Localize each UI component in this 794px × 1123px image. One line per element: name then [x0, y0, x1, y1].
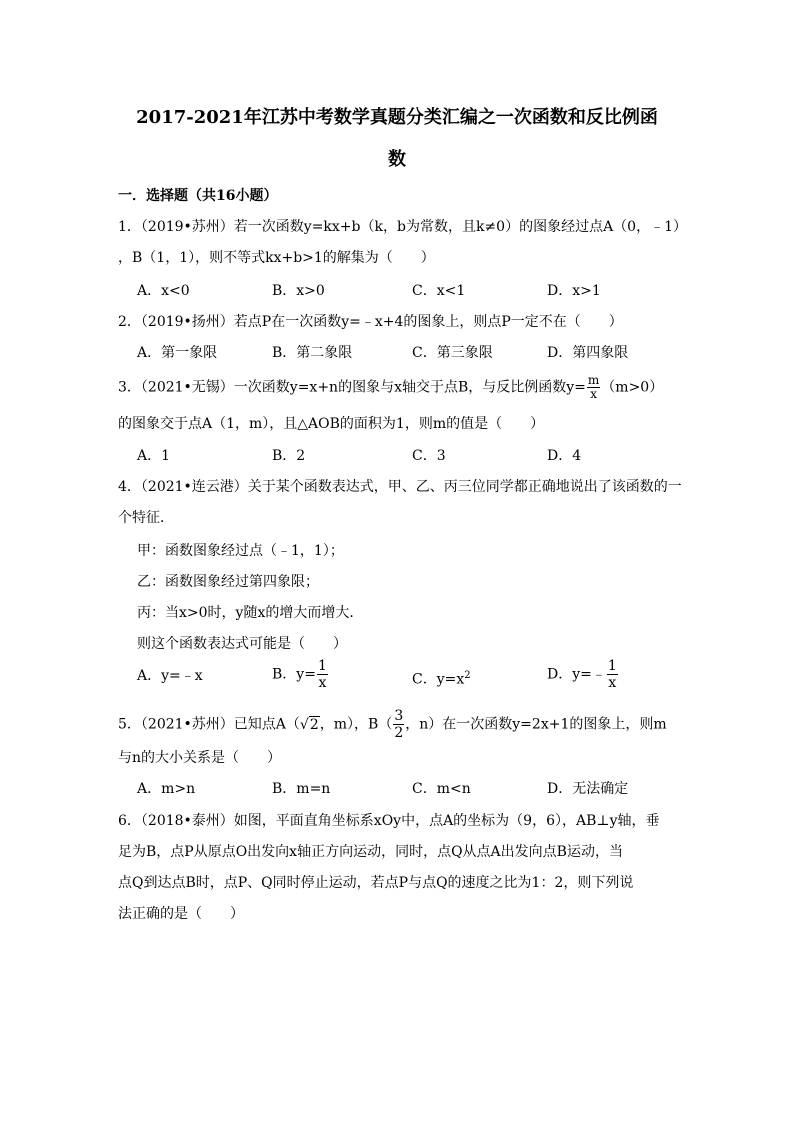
q6-line2: 足为B，点P从原点O出发向x轴正方向运动，同时，点Q从点A出发向点B运动，当	[118, 844, 623, 860]
q1-option-a: A．x<0	[137, 283, 190, 299]
q3-option-b: B．2	[272, 448, 306, 464]
q3-option-a: A．1	[137, 448, 171, 464]
document-title-line2: 数	[388, 149, 406, 170]
document-title-line1: 2017-2021年江苏中考数学真题分类汇编之一次函数和反比例函	[136, 107, 658, 128]
q3-line1-tail: （m>0）	[601, 379, 664, 396]
q5-line1-part2: ，m），B（	[319, 716, 393, 733]
q4-statement-bing: 丙：当x>0时，y随x的增大而增大．	[137, 605, 364, 621]
q4-option-b-text: B．y=	[272, 666, 316, 683]
q2-option-a: A．第一象限	[137, 345, 218, 361]
q5-option-c: C．m<n	[412, 781, 471, 797]
q4-statement-yi: 乙：函数图象经过第四象限；	[137, 574, 319, 590]
q3-fraction-denominator: x	[590, 387, 597, 401]
q1-option-c: C．x<1	[412, 283, 466, 299]
q5-line1	[118, 708, 667, 741]
q6-line1: 6．（2018•泰州）如图，平面直角坐标系xOy中，点A的坐标为（9，6），AB⊥y轴，垂	[118, 813, 660, 829]
q4-option-b	[272, 658, 329, 691]
q2-option-c: C．第三象限	[412, 345, 493, 361]
q6-line3: 点Q到达点B时，点P、Q同时停止运动，若点P与点Q的速度之比为1：2，则下列说	[118, 875, 634, 891]
q4-question: 则这个函数表达式可能是（ ）	[137, 636, 347, 652]
q1-line2: ，B（1，1），则不等式kx+b>1的解集为（ ）	[118, 250, 435, 266]
q6-line4: 法正确的是（ ）	[118, 906, 244, 922]
q4-statement-jia: 甲：函数图象经过点（﹣1，1）；	[137, 543, 344, 559]
q4-line2: 个特征．	[118, 510, 174, 526]
q4-option-d-denominator: x	[608, 675, 617, 691]
q4-option-d-text: D．y=﹣	[547, 666, 606, 683]
q3-line1	[118, 374, 663, 401]
q2-option-b: B．第二象限	[272, 345, 353, 361]
q5-option-b: B．m=n	[272, 781, 331, 797]
q4-option-d	[547, 658, 619, 691]
q2-line1: 2．（2019•扬州）若点P在一次函数y=﹣x+4的图象上，则点P一定不在（ ）	[118, 314, 623, 330]
q5-line1-part3: ，n）在一次函数y=2x+1的图象上，则m	[405, 716, 667, 733]
q1-option-b: B．x>0	[272, 283, 325, 299]
q4-option-d-numerator: 1	[607, 658, 617, 674]
section-heading: 一．选择题（共16小题）	[118, 188, 278, 204]
q5-option-d: D．无法确定	[547, 781, 629, 797]
q1-option-d: D．x>1	[547, 283, 601, 299]
q5-line1-part1: 5．（2021•苏州）已知点A（	[118, 716, 300, 733]
q5-fraction-denominator: 2	[394, 725, 404, 741]
q4-option-c	[412, 666, 471, 690]
q4-option-c-text: C．y=x	[412, 671, 465, 688]
q3-line2: 的图象交于点A（1，m），且△AOB的面积为1，则m的值是（ ）	[118, 416, 545, 432]
q3-fraction	[587, 374, 600, 401]
q4-option-b-numerator: 1	[317, 658, 327, 674]
q3-option-d: D．4	[547, 448, 582, 464]
q4-option-a: A．y=﹣x	[137, 668, 203, 684]
q5-option-a: A．m>n	[137, 781, 196, 797]
q4-option-d-fraction	[607, 658, 618, 691]
q5-fraction	[393, 708, 404, 741]
q5-line2: 与n的大小关系是（ ）	[118, 750, 282, 766]
q3-line1-text: 3．（2021•无锡）一次函数y=x+n的图象与x轴交于点B，与反比例函数y=	[118, 379, 586, 396]
q2-option-d: D．第四象限	[547, 345, 629, 361]
q1-line1: 1．（2019•苏州）若一次函数y=kx+b（k，b为常数，且k≠0）的图象经过点A（0，﹣1）	[118, 219, 687, 235]
q5-fraction-numerator: 3	[394, 708, 404, 724]
q4-option-b-denominator: x	[318, 675, 327, 691]
q3-fraction-numerator: m	[587, 373, 600, 387]
q4-option-c-exponent: 2	[464, 670, 471, 681]
q5-sqrt: √2	[299, 716, 319, 733]
q4-line1: 4．（2021•连云港）关于某个函数表达式，甲、乙、丙三位同学都正确地说出了该函数的一	[118, 479, 682, 495]
q4-option-b-fraction	[317, 658, 328, 691]
q3-option-c: C．3	[412, 448, 446, 464]
q5-sqrt-radicand: 2	[309, 716, 319, 733]
